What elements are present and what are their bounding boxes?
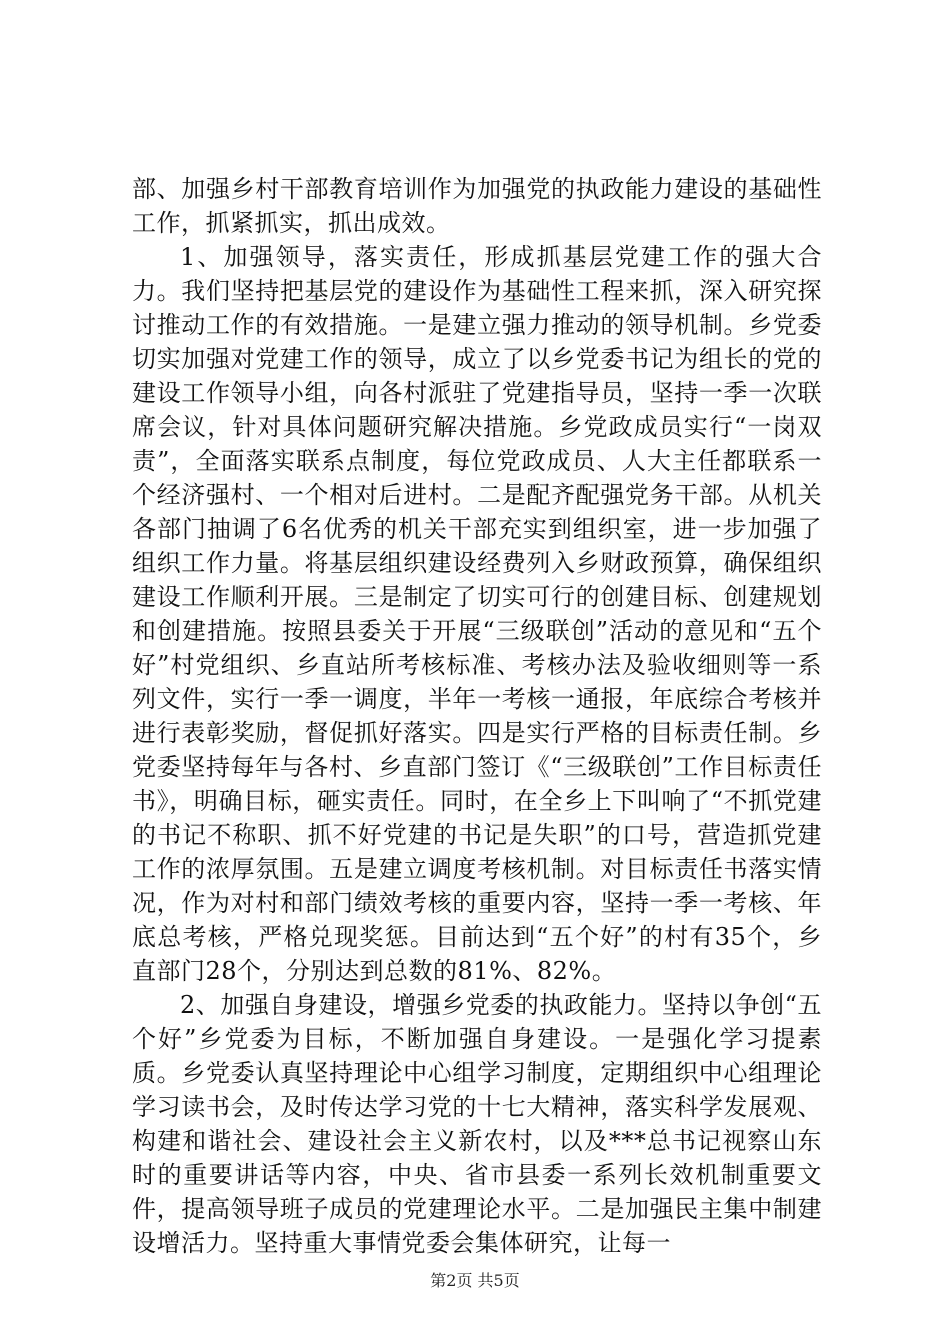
- page-number-footer: 第2页 共5页: [430, 1271, 520, 1290]
- paragraph-continuation: 部、加强乡村干部教育培训作为加强党的执政能力建设的基础性工作，抓紧抓实，抓出成效。: [132, 175, 822, 237]
- paragraph-section-1: 1、加强领导，落实责任，形成抓基层党建工作的强大合力。我们坚持把基层党的建设作为基础性工程来抓，深入研究探讨推动工作的有效措施。一是建立强力推动的领导机制。乡党委切实加强对党建工作的领导，成立了以乡党委书记为组长的党的建设工作领导小组，向各村派驻了党建指导员，坚持一季一次联席会议，针对具体问题研究解决措施。乡党政成员实行“一岗双责”，全面落实联系点制度，每位党政成员、人大主任都联系一个经济强村、一个相对后进村。二是配齐配强党务干部。从机关各部门抽调了6名优秀的机关干部充实到组织室，进一步加强了组织工作力量。将基层组织建设经费列入乡财政预算，确保组织建设工作顺利开展。三是制定了切实可行的创建目标、创建规划和创建措施。按照县委关于开展“三级联创”活动的意见和“五个好”村党组织、乡直站所考核标准、考核办法及验收细则等一系列文件，实行一季一调度，半年一考核一通报，年底综合考核并进行表彰奖励，督促抓好落实。四是实行严格的目标责任制。乡党委坚持每年与各村、乡直部门签订《“三级联创”工作目标责任书》，明确目标，砸实责任。同时，在全乡上下叫响了“不抓党建的书记不称职、抓不好党建的书记是失职”的口号，营造抓党建工作的浓厚氛围。五是建立调度考核机制。对目标责任书落实情况，作为对村和部门绩效考核的重要内容，坚持一季一考核、年底总考核，严格兑现奖惩。目前达到“五个好”的村有35个，乡直部门28个，分别达到总数的81%、82%。: [132, 243, 822, 985]
- paragraph-section-2: 2、加强自身建设，增强乡党委的执政能力。坚持以争创“五个好”乡党委为目标，不断加强自身建设。一是强化学习提素质。乡党委认真坚持理论中心组学习制度，定期组织中心组理论学习读书会，及时传达学习党的十七大精神，落实科学发展观、构建和谐社会、建设社会主义新农村，以及***总书记视察山东时的重要讲话等内容，中央、省市县委一系列长效机制重要文件，提高领导班子成员的党建理论水平。二是加强民主集中制建设增活力。坚持重大事情党委会集体研究，让每一: [132, 991, 822, 1257]
- document-body: [132, 172, 822, 1260]
